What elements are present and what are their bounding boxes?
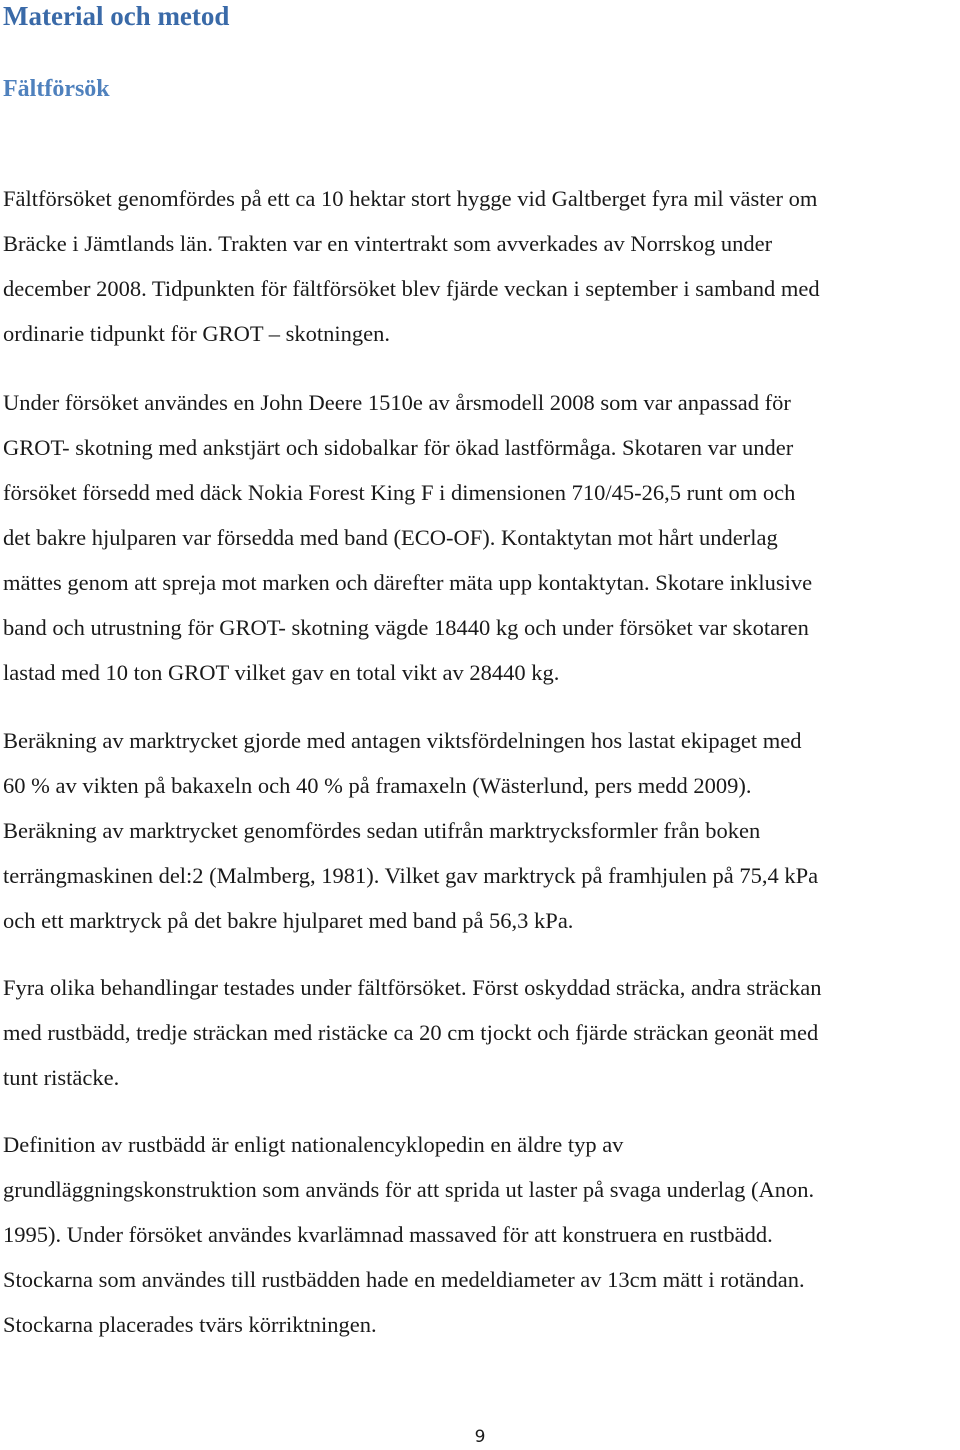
text-line: tunt ristäcke. (3, 1065, 120, 1090)
text-line: grundläggningskonstruktion som används för att sprida ut laster på svaga underlag (Anon. (3, 1177, 815, 1202)
text-line: Stockarna som användes till rustbädden hade en medeldiameter av 13cm mätt i rotändan. (3, 1267, 805, 1292)
text-line: band och utrustning för GROT- skotning vägde 18440 kg och under försöket var skotaren (3, 615, 809, 640)
text-line: och ett marktryck på det bakre hjulparet med band på 56,3 kPa. (3, 908, 574, 933)
paragraph-treatments (3, 965, 958, 1100)
page-number: 9 (474, 1427, 486, 1447)
text-line: Beräkning av marktrycket gjorde med antagen viktsfördelningen hos lastat ekipaget med (3, 728, 802, 753)
text-line: Stockarna placerades tvärs körriktningen. (3, 1312, 377, 1337)
paragraph-forwarder (3, 380, 958, 695)
text-line: försöket försedd med däck Nokia Forest King F i dimensionen 710/45-26,5 runt om och (3, 480, 796, 505)
text-line: Beräkning av marktrycket genomfördes sedan utifrån marktrycksformler från boken (3, 818, 761, 843)
text-line: Fyra olika behandlingar testades under fältförsöket. Först oskyddad sträcka, andra sträckan (3, 975, 822, 1000)
paragraph-corduroy-definition (3, 1122, 958, 1347)
text-line: GROT- skotning med ankstjärt och sidobalkar för ökad lastförmåga. Skotaren var under (3, 435, 794, 460)
text-line: Under försöket användes en John Deere 1510e av årsmodell 2008 som var anpassad för (3, 390, 791, 415)
text-line: Bräcke i Jämtlands län. Trakten var en vintertrakt som avverkades av Norrskog under (3, 231, 773, 256)
text-line: Fältförsöket genomfördes på ett ca 10 hektar stort hygge vid Galtberget fyra mil väster om (3, 186, 818, 211)
section-heading: Material och metod (3, 1, 230, 31)
text-line: 1995). Under försöket användes kvarlämnad massaved för att konstruera en rustbädd. (3, 1222, 773, 1247)
paragraph-field-trial-site (3, 176, 958, 356)
text-line: december 2008. Tidpunkten för fältförsöket blev fjärde veckan i september i samband med (3, 276, 820, 301)
paragraph-ground-pressure (3, 718, 958, 943)
text-line: det bakre hjulparen var försedda med band (ECO-OF). Kontaktytan mot hårt underlag (3, 525, 778, 550)
subsection-heading: Fältförsök (3, 76, 110, 102)
text-line: 60 % av vikten på bakaxeln och 40 % på framaxeln (Wästerlund, pers medd 2009). (3, 773, 752, 798)
text-line: ordinarie tidpunkt för GROT – skotningen. (3, 321, 391, 346)
text-line: med rustbädd, tredje sträckan med ristäcke ca 20 cm tjockt och fjärde sträckan geonät med (3, 1020, 819, 1045)
text-line: lastad med 10 ton GROT vilket gav en total vikt av 28440 kg. (3, 660, 560, 685)
text-line: mättes genom att spreja mot marken och därefter mäta upp kontaktytan. Skotare inklusive (3, 570, 813, 595)
text-line: terrängmaskinen del:2 (Malmberg, 1981). Vilket gav marktryck på framhjulen på 75,4 kPa (3, 863, 819, 888)
text-line: Definition av rustbädd är enligt nationalencyklopedin en äldre typ av (3, 1132, 624, 1157)
